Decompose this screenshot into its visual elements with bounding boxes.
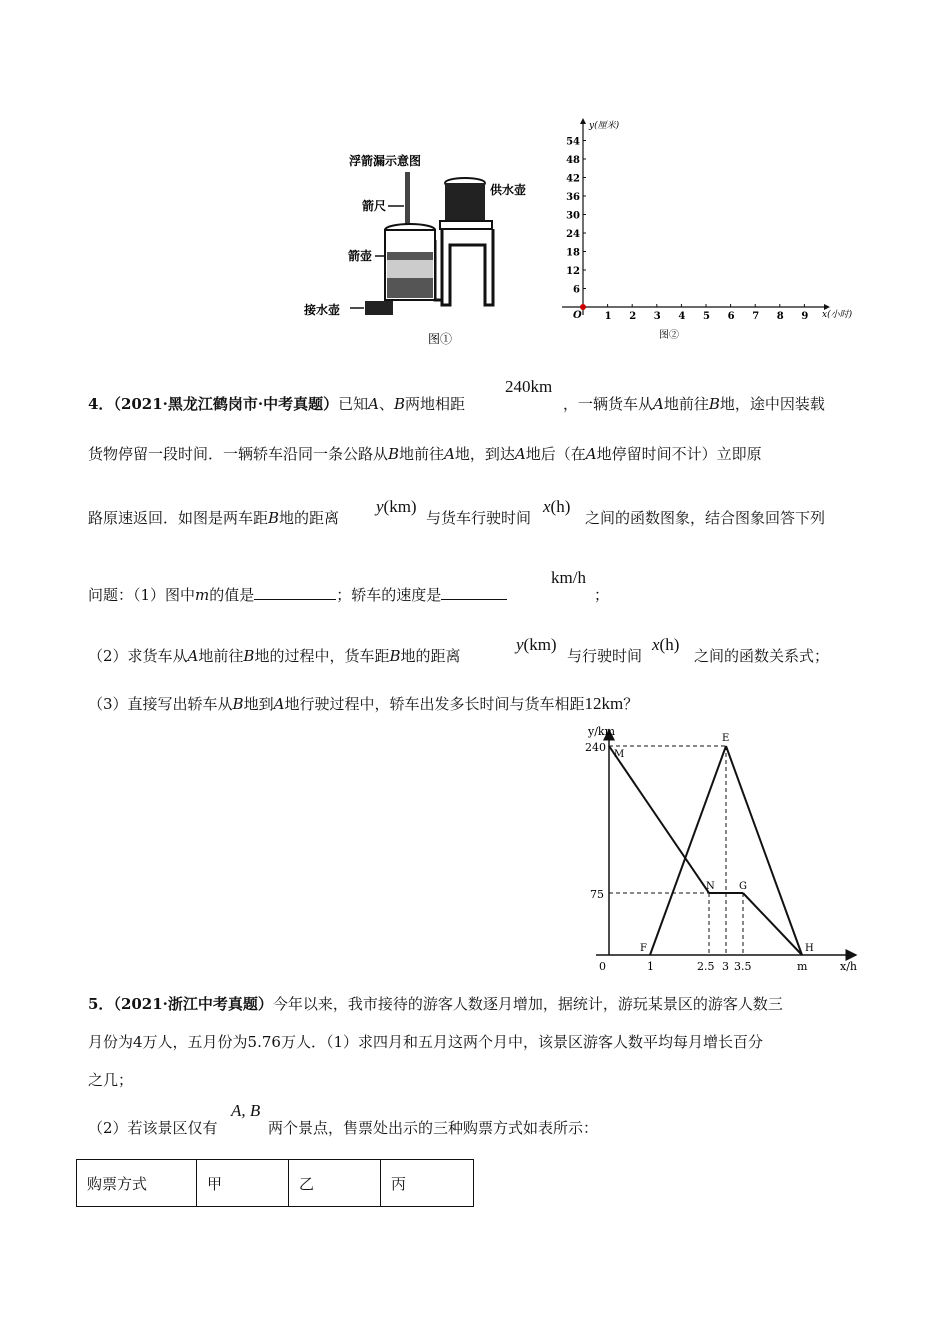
q4-text: （3）直接写出轿车从	[88, 695, 233, 713]
figure-2-y-tick-label: 36	[566, 192, 580, 203]
ticket-table	[76, 1159, 474, 1207]
q4-line-1	[88, 394, 465, 414]
figure-2-axes	[562, 115, 862, 345]
table-header-method: 购票方式	[77, 1160, 197, 1207]
q4-text: 地前往	[399, 445, 445, 463]
q4-x-h: x(h)	[543, 497, 571, 516]
q5-line-3: 之几；	[88, 1071, 134, 1089]
q4-part-2-x-h: x(h)	[652, 635, 680, 654]
table-header-jia: 甲	[197, 1160, 289, 1207]
q5-line-1	[88, 994, 783, 1014]
figure-2-x-tick-label: 4	[678, 311, 686, 322]
q4-number: 4．	[88, 395, 114, 413]
q4-text: 已知	[338, 395, 369, 413]
q4-text: ；轿车的速度是	[336, 586, 442, 604]
answer-blank-m[interactable]	[254, 585, 336, 600]
point-B: B	[243, 647, 255, 665]
point-A: A	[368, 395, 379, 413]
q4-source: （2021·黑龙江鹤岗市·中考真题）	[113, 395, 339, 413]
q4-text: 地的过程中，货车距	[254, 647, 390, 665]
point-A: A	[653, 395, 664, 413]
y-tick-75: 75	[590, 888, 604, 901]
q4-text: 地，途中因装载	[719, 395, 825, 413]
figure-2-y-tick-label: 6	[573, 284, 580, 296]
q4-text: 路原速返回．如图是两车距	[88, 509, 269, 527]
figure-2-x-tick-label: 1	[604, 311, 612, 322]
x-tick-1: 1	[647, 960, 654, 973]
figure-1-caption: 图①	[428, 332, 453, 346]
graph-y-label: y/km	[588, 725, 616, 738]
q4-distance: 240km	[505, 377, 553, 396]
figure-2-y-tick-label: 24	[566, 229, 580, 240]
figure-2-x-label: x(小时)	[822, 310, 853, 320]
q4-text: 货物停留一段时间．一辆轿车沿同一条公路从	[88, 445, 389, 463]
q5-source: （2021·浙江中考真题）	[113, 995, 273, 1013]
figure-2-y-tick-label: 48	[566, 155, 580, 166]
q4-function-graph	[578, 722, 868, 977]
q4-text: 地，到达	[454, 445, 515, 463]
point-A: A	[273, 695, 285, 713]
q4-line-4	[88, 585, 507, 605]
figure-2-x-tick-label: 3	[653, 311, 661, 322]
figure-2-origin: O	[573, 310, 582, 321]
q4-part-2-y-km: y(km)	[516, 635, 557, 654]
point-label-F: F	[640, 943, 647, 954]
q4-line-3-tail: 之间的函数图象，结合图象回答下列	[585, 509, 826, 527]
point-B: B	[232, 695, 244, 713]
q4-gap-value: 12km	[584, 694, 624, 713]
figure-2-y-arrow	[580, 118, 586, 124]
q4-text: 地停留时间不计）立即原	[596, 445, 762, 463]
q4-line-3	[88, 508, 339, 528]
figure-2-caption: 图②	[659, 330, 679, 341]
q4-text: ？	[623, 695, 639, 713]
q4-line-4-tail: ；	[594, 586, 610, 604]
point-A: A	[187, 647, 199, 665]
q4-text: 地后（在	[525, 445, 586, 463]
y-tick-240: 240	[585, 741, 606, 754]
point-B: B	[388, 445, 400, 463]
graph-x-label: x/h	[840, 960, 857, 973]
figure-2-y-tick-label: 30	[566, 210, 580, 222]
figure-2-y-label: y(厘米)	[589, 121, 620, 131]
q4-text: 两地相距	[405, 395, 466, 413]
q4-part-2-tail: 之间的函数关系式；	[694, 647, 830, 665]
figure-2-x-tick-label: 5	[703, 311, 710, 322]
figure-2-x-tick-label: 8	[776, 311, 784, 322]
q4-line-1-tail	[563, 394, 825, 414]
figure-2-x-tick-label: 6	[727, 311, 735, 322]
figure-2-y-tick-label: 12	[566, 266, 580, 277]
figure-2-y-tick-label: 54	[566, 136, 580, 148]
figure-1-title: 浮箭漏示意图	[348, 154, 422, 168]
graph-origin: 0	[599, 960, 606, 973]
figure-1-label-ruler: 箭尺	[362, 199, 387, 213]
q4-y-km: y(km)	[376, 497, 417, 516]
q4-part-2	[88, 646, 461, 666]
point-label-H: H	[805, 943, 814, 954]
point-B: B	[708, 395, 720, 413]
figure-1-water-clock	[300, 150, 527, 350]
q4-text: 地行驶过程中，轿车出发多长时间与货车相距	[284, 695, 585, 713]
car-line-E-to-H	[726, 746, 802, 955]
point-A: A	[585, 445, 597, 463]
q5-part-2: （2）若该景区仅有	[88, 1119, 218, 1137]
q4-text: 的值是	[209, 586, 255, 604]
answer-blank-speed[interactable]	[441, 585, 507, 600]
q4-speed-unit: km/h	[551, 568, 586, 587]
q4-text: 地的距离	[279, 509, 340, 527]
q5-line-2: 月份为4万人，五月份为5.76万人．（1）求四月和五月这两个月中，该景区游客人数平均每月增长百分	[88, 1033, 763, 1051]
var-m: m	[195, 586, 210, 604]
truck-line-F-to-N	[650, 746, 726, 955]
point-B: B	[389, 647, 401, 665]
q4-part-2-mid: 与行驶时间	[567, 647, 643, 665]
figure-1-label-supply: 供水壶	[490, 183, 527, 197]
x-tick-3.5: 3.5	[734, 960, 752, 973]
q5-text: 今年以来，我市接待的游客人数逐月增加，据统计，游玩某景区的游客人数三	[272, 995, 783, 1013]
q4-part-3	[88, 694, 638, 714]
x-tick-m: m	[797, 960, 808, 973]
table-row	[77, 1160, 474, 1207]
point-label-N: N	[706, 881, 715, 892]
q5-points-AB: A, B	[231, 1101, 261, 1120]
q5-part-2-tail: 两个景点，售票处出示的三种购票方式如表所示：	[268, 1119, 599, 1137]
figure-1-label-arrow-pot: 箭壶	[348, 249, 373, 263]
figure-2-y-tick-label: 42	[566, 173, 580, 185]
q4-text: 地前往	[663, 395, 709, 413]
car-line-M-to-E-segment	[609, 746, 709, 893]
point-A: A	[514, 445, 526, 463]
q4-text: 地的距离	[400, 647, 461, 665]
figure-1-label-receive: 接水壶	[304, 303, 341, 317]
figure-2-x-tick-label: 7	[752, 311, 760, 322]
q4-text: 地前往	[198, 647, 244, 665]
figure-2-origin-dot	[580, 304, 586, 310]
q4-text: （2）求货车从	[88, 647, 188, 665]
q4-line-3-mid: 与货车行驶时间	[426, 509, 532, 527]
point-A: A	[444, 445, 455, 463]
point-label-M: M	[614, 749, 625, 760]
q5-number: 5．	[88, 995, 114, 1013]
truck-line-G-to-H	[743, 893, 802, 955]
point-label-E: E	[722, 733, 730, 744]
q4-text: ，一辆货车从	[563, 395, 654, 413]
q4-text: 问题：（1）图中	[88, 586, 196, 604]
x-tick-2.5: 2.5	[697, 960, 715, 973]
figure-2-x-tick-label: 2	[629, 311, 637, 322]
x-tick-3: 3	[722, 960, 729, 973]
point-B: B	[394, 395, 406, 413]
point-B: B	[268, 509, 280, 527]
table-header-yi: 乙	[289, 1160, 381, 1207]
q4-line-2	[88, 444, 762, 464]
point-label-G: G	[739, 881, 747, 892]
table-header-bing: 丙	[381, 1160, 474, 1207]
q4-text: 地到	[243, 695, 274, 713]
figure-2-x-tick-label: 9	[801, 311, 809, 322]
q4-text: 、	[379, 395, 395, 413]
figure-2-y-tick-label: 18	[566, 247, 580, 259]
